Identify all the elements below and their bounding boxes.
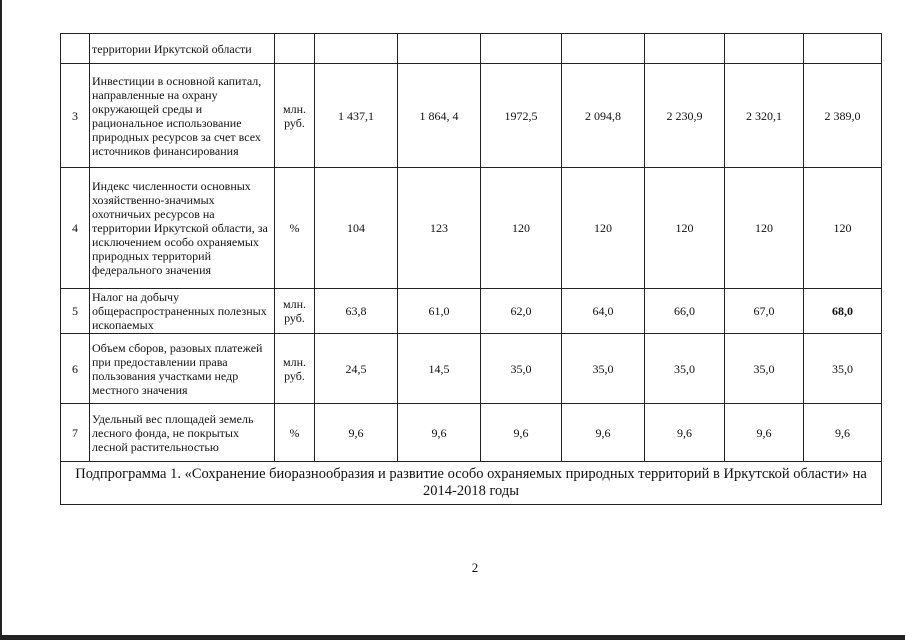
scan-bottom-edge [0,635,905,640]
indicator-name: Объем сборов, разовых платежей при предоставлении права пользования участками недр местного значения [90,334,275,404]
unit-cell: млн. руб. [275,334,315,404]
value-cell: 9,6 [315,404,398,462]
value-cell: 120 [481,168,562,289]
value-cell: 123 [398,168,481,289]
indicator-name: Удельный вес площадей земель лесного фонда, не покрытых лесной растительностью [90,404,275,462]
unit-cell [275,34,315,64]
table-row [61,168,882,289]
page-number: 2 [471,560,479,575]
unit-cell: % [275,404,315,462]
row-number: 6 [61,334,90,404]
indicators-table [60,33,882,505]
unit-cell: млн. руб. [275,289,315,334]
row-number: 3 [61,64,90,168]
value-cell [315,34,398,64]
subprogram-row [61,462,882,505]
value-cell: 35,0 [725,334,804,404]
row-number [61,34,90,64]
indicator-name: Индекс численности основных хозяйственно-значимых охотничьих ресурсов на территории Иркутской области, за исключением особо охраняемых природных территорий федерального значения [90,168,275,289]
unit-cell: млн. руб. [275,64,315,168]
value-cell: 2 230,9 [645,64,725,168]
indicator-name: Налог на добычу общераспространенных полезных ископаемых [90,289,275,334]
value-cell: 2 320,1 [725,64,804,168]
value-cell: 1 437,1 [315,64,398,168]
value-cell: 14,5 [398,334,481,404]
value-cell: 2 094,8 [562,64,645,168]
table-row [61,289,882,334]
value-cell [645,34,725,64]
value-cell: 61,0 [398,289,481,334]
value-cell: 2 389,0 [804,64,882,168]
value-cell: 1972,5 [481,64,562,168]
value-cell: 120 [562,168,645,289]
value-cell [804,34,882,64]
value-cell: 66,0 [645,289,725,334]
value-cell: 35,0 [481,334,562,404]
value-cell: 62,0 [481,289,562,334]
table-row [61,404,882,462]
value-cell: 24,5 [315,334,398,404]
value-cell: 35,0 [562,334,645,404]
row-number: 5 [61,289,90,334]
value-cell [562,34,645,64]
value-cell: 9,6 [481,404,562,462]
indicator-name: Инвестиции в основной капитал, направленные на охрану окружающей среды и рациональное использование природных ресурсов за счет всех источников финансирования [90,64,275,168]
scan-left-edge [0,0,2,640]
value-cell: 64,0 [562,289,645,334]
value-cell: 9,6 [725,404,804,462]
value-cell: 120 [725,168,804,289]
unit-cell: % [275,168,315,289]
subprogram-title: Подпрограмма 1. «Сохранение биоразнообразия и развитие особо охраняемых природных территорий в Иркутской области» на 2014-2018 годы [61,462,882,505]
table-row [61,34,882,64]
value-cell: 67,0 [725,289,804,334]
indicator-name: территории Иркутской области [90,34,275,64]
table-row [61,334,882,404]
value-cell: 68,0 [804,289,882,334]
value-cell: 9,6 [645,404,725,462]
value-cell [398,34,481,64]
value-cell: 120 [804,168,882,289]
value-cell: 104 [315,168,398,289]
value-cell: 35,0 [804,334,882,404]
value-cell: 1 864, 4 [398,64,481,168]
row-number: 4 [61,168,90,289]
value-cell: 120 [645,168,725,289]
value-cell [481,34,562,64]
value-cell: 9,6 [562,404,645,462]
value-cell: 9,6 [398,404,481,462]
value-cell: 63,8 [315,289,398,334]
table-row [61,64,882,168]
row-number: 7 [61,404,90,462]
value-cell: 9,6 [804,404,882,462]
value-cell: 35,0 [645,334,725,404]
value-cell [725,34,804,64]
